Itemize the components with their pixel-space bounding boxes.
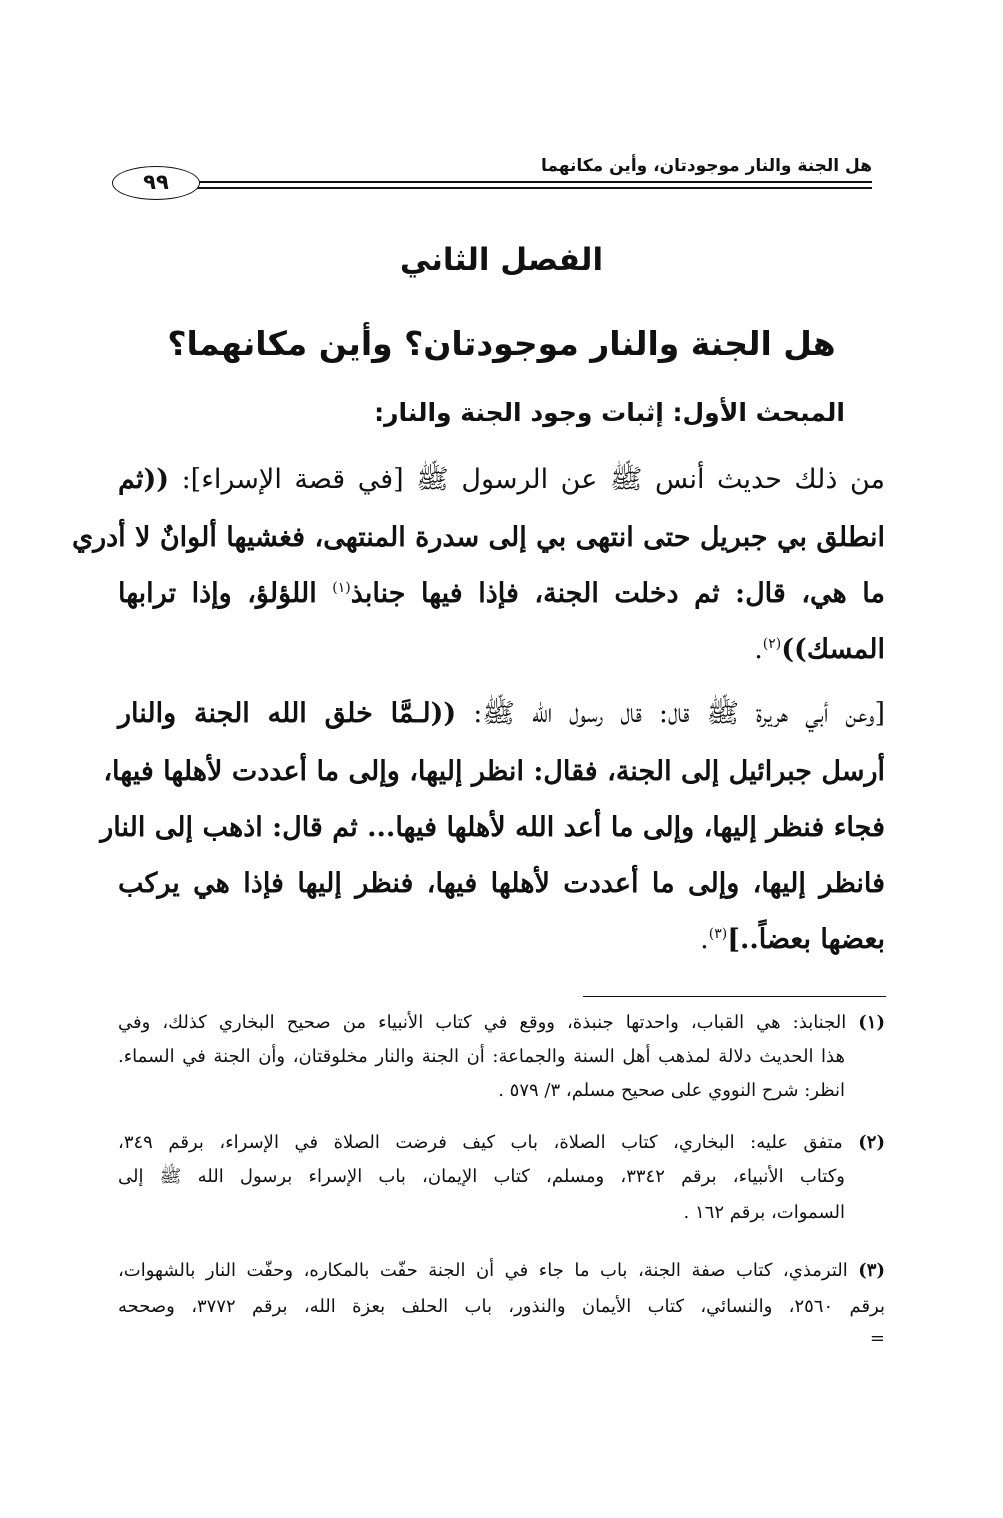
text-run: [وعن أبي هريرة ﷺ قال: قال رسول الله ﷺ: — [456, 698, 886, 729]
footnote-3-line-1 — [118, 1256, 885, 1286]
paragraph-1-line-1 — [118, 460, 885, 500]
paragraph-2-line-1 — [118, 694, 885, 734]
footnote-2-line-2: وكتاب الأنبياء، برقم ٣٣٤٢، ومسلم، كتاب الإيمان، باب الإسراء برسول الله ﷺ إلى — [118, 1166, 845, 1187]
paragraph-2-line-2: أرسل جبرائيل إلى الجنة، فقال: انظر إليها، وإلى ما أعددت لأهلها فيها، — [103, 756, 885, 787]
footnote-ref-1: (١) — [332, 580, 351, 596]
paragraph-1-line-2: انطلق بي جبريل حتى انتهى بي إلى سدرة المنتهى، فغشيها ألوانٌ لا أدري — [71, 522, 885, 553]
quote-run: ((ثم — [118, 464, 170, 495]
paragraph-1-line-3 — [118, 574, 885, 614]
running-title: هل الجنة والنار موجودتان، وأين مكانهما — [541, 156, 872, 176]
footnote-ref-3: (٣) — [708, 926, 728, 942]
page-header — [112, 150, 872, 198]
page-title: هل الجنة والنار موجودتان؟ وأين مكانهما؟ — [167, 324, 836, 363]
text-run: المسك)) — [781, 634, 885, 665]
chapter-heading: الفصل الثاني — [399, 242, 604, 278]
footnote-1-line-2: هذا الحديث دلالة لمذهب أهل السنة والجماعة: أن الجنة والنار مخلوقتان، وأن الجنة في السماء. — [118, 1046, 845, 1067]
page-number: ٩٩ — [112, 166, 200, 200]
footnote-3-line-2: برقم ٢٥٦٠، والنسائي، كتاب الأيمان والنذور، باب الحلف بعزة الله، برقم ٣٧٧٢، وصححه — [118, 1296, 885, 1317]
text-run: من ذلك حديث أنس ﷺ عن الرسول ﷺ [في قصة الإسراء]: — [169, 464, 885, 495]
footnote-1-line-3: انظر: شرح النووي على صحيح مسلم، ٣/ ٥٧٩ . — [498, 1080, 845, 1101]
header-rule-top — [194, 181, 872, 183]
footnote-number: (١) — [858, 1012, 885, 1033]
text-run: . — [700, 924, 709, 955]
text-run: الجنابذ: هي القباب، واحدتها جنبذة، ووقع في كتاب الأنبياء من صحيح البخاري كذلك، وفي — [118, 1012, 859, 1033]
paragraph-2-line-5 — [118, 920, 885, 960]
section-heading: المبحث الأول: إثبات وجود الجنة والنار: — [374, 398, 845, 427]
paragraph-1-line-4 — [118, 630, 885, 670]
footnote-number: (٢) — [858, 1132, 885, 1153]
footnote-separator — [583, 996, 886, 997]
text-run: بعضها بعضاً..] — [727, 924, 885, 955]
footnote-number: (٣) — [858, 1260, 885, 1281]
paragraph-2-line-3: فجاء فنظر إليها، وإلى ما أعد الله لأهلها فيها... ثم قال: اذهب إلى النار — [100, 812, 885, 843]
footnote-1-line-1 — [118, 1008, 885, 1038]
text-run: . — [754, 634, 763, 665]
text-run: اللؤلؤ، وإذا ترابها — [118, 578, 333, 609]
quote-run: ((لـمَّا خلق الله الجنة والنار — [118, 698, 457, 729]
paragraph-2-line-4: فانظر إليها، وإلى ما أعددت لأهلها فيها، فنظر إليها فإذا هي يركب — [118, 868, 885, 899]
header-rule-bottom — [194, 187, 872, 189]
footnote-2-line-3: السموات، برقم ١٦٢ . — [683, 1202, 845, 1223]
text-run: الترمذي، كتاب صفة الجنة، باب ما جاء في أن الجنة حفّت بالمكاره، وحفّت النار بالشهوات، — [118, 1260, 859, 1281]
footnote-ref-2: (٢) — [762, 636, 782, 652]
footnote-continuation-mark: = — [869, 1328, 885, 1349]
text-run: متفق عليه: البخاري، كتاب الصلاة، باب كيف فرضت الصلاة في الإسراء، برقم ٣٤٩، — [118, 1132, 859, 1153]
text-run: ما هي، قال: ثم دخلت الجنة، فإذا فيها جنابذ — [350, 578, 885, 609]
footnote-2-line-1 — [118, 1128, 885, 1158]
